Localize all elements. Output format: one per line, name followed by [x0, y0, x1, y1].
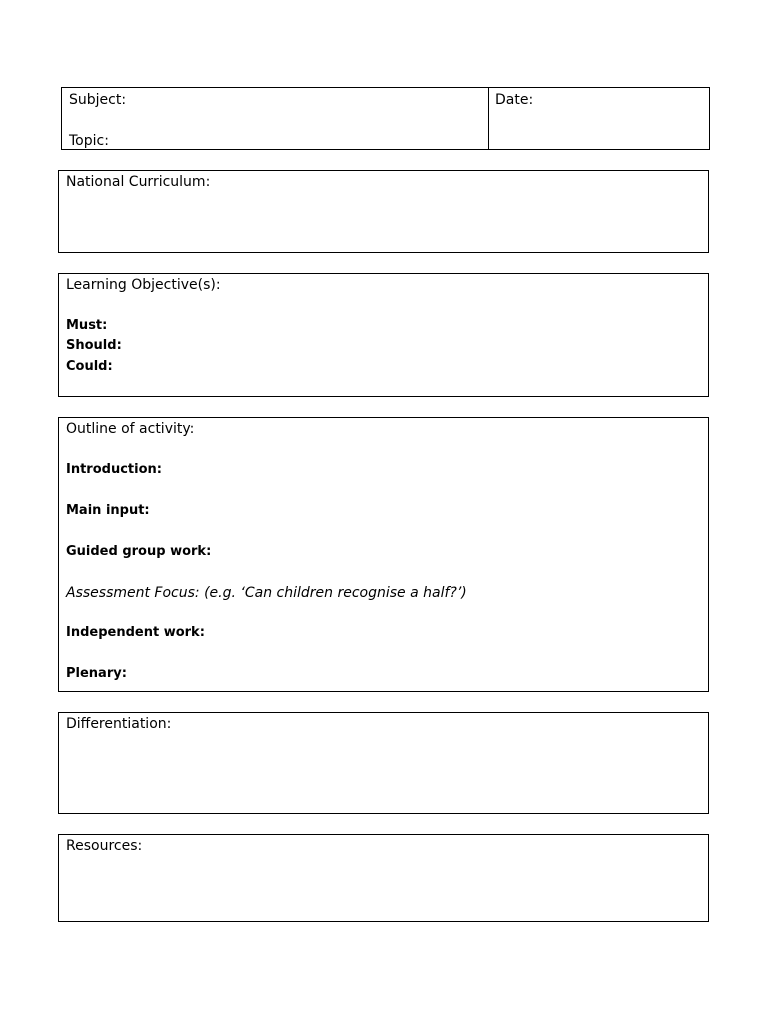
learning-objectives-label: Learning Objective(s): — [66, 277, 221, 293]
topic-label: Topic: — [69, 133, 109, 149]
differentiation-box — [58, 712, 709, 814]
date-label: Date: — [495, 92, 534, 108]
could-label: Could: — [66, 359, 113, 374]
main-input-label: Main input: — [66, 503, 150, 518]
must-label: Must: — [66, 318, 108, 333]
header-box — [61, 87, 710, 150]
subject-label: Subject: — [69, 92, 127, 108]
assessment-focus-label: Assessment Focus: (e.g. ‘Can children recognise a half?’) — [66, 585, 467, 601]
header-divider — [488, 88, 489, 149]
national-curriculum-label: National Curriculum: — [66, 174, 211, 190]
guided-group-work-label: Guided group work: — [66, 544, 212, 559]
resources-label: Resources: — [66, 838, 143, 854]
should-label: Should: — [66, 338, 122, 353]
national-curriculum-box — [58, 170, 709, 253]
outline-box — [58, 417, 709, 692]
outline-label: Outline of activity: — [66, 421, 195, 437]
independent-work-label: Independent work: — [66, 625, 205, 640]
resources-box — [58, 834, 709, 922]
plenary-label: Plenary: — [66, 666, 127, 681]
learning-objectives-box — [58, 273, 709, 397]
differentiation-label: Differentiation: — [66, 716, 172, 732]
introduction-label: Introduction: — [66, 462, 162, 477]
